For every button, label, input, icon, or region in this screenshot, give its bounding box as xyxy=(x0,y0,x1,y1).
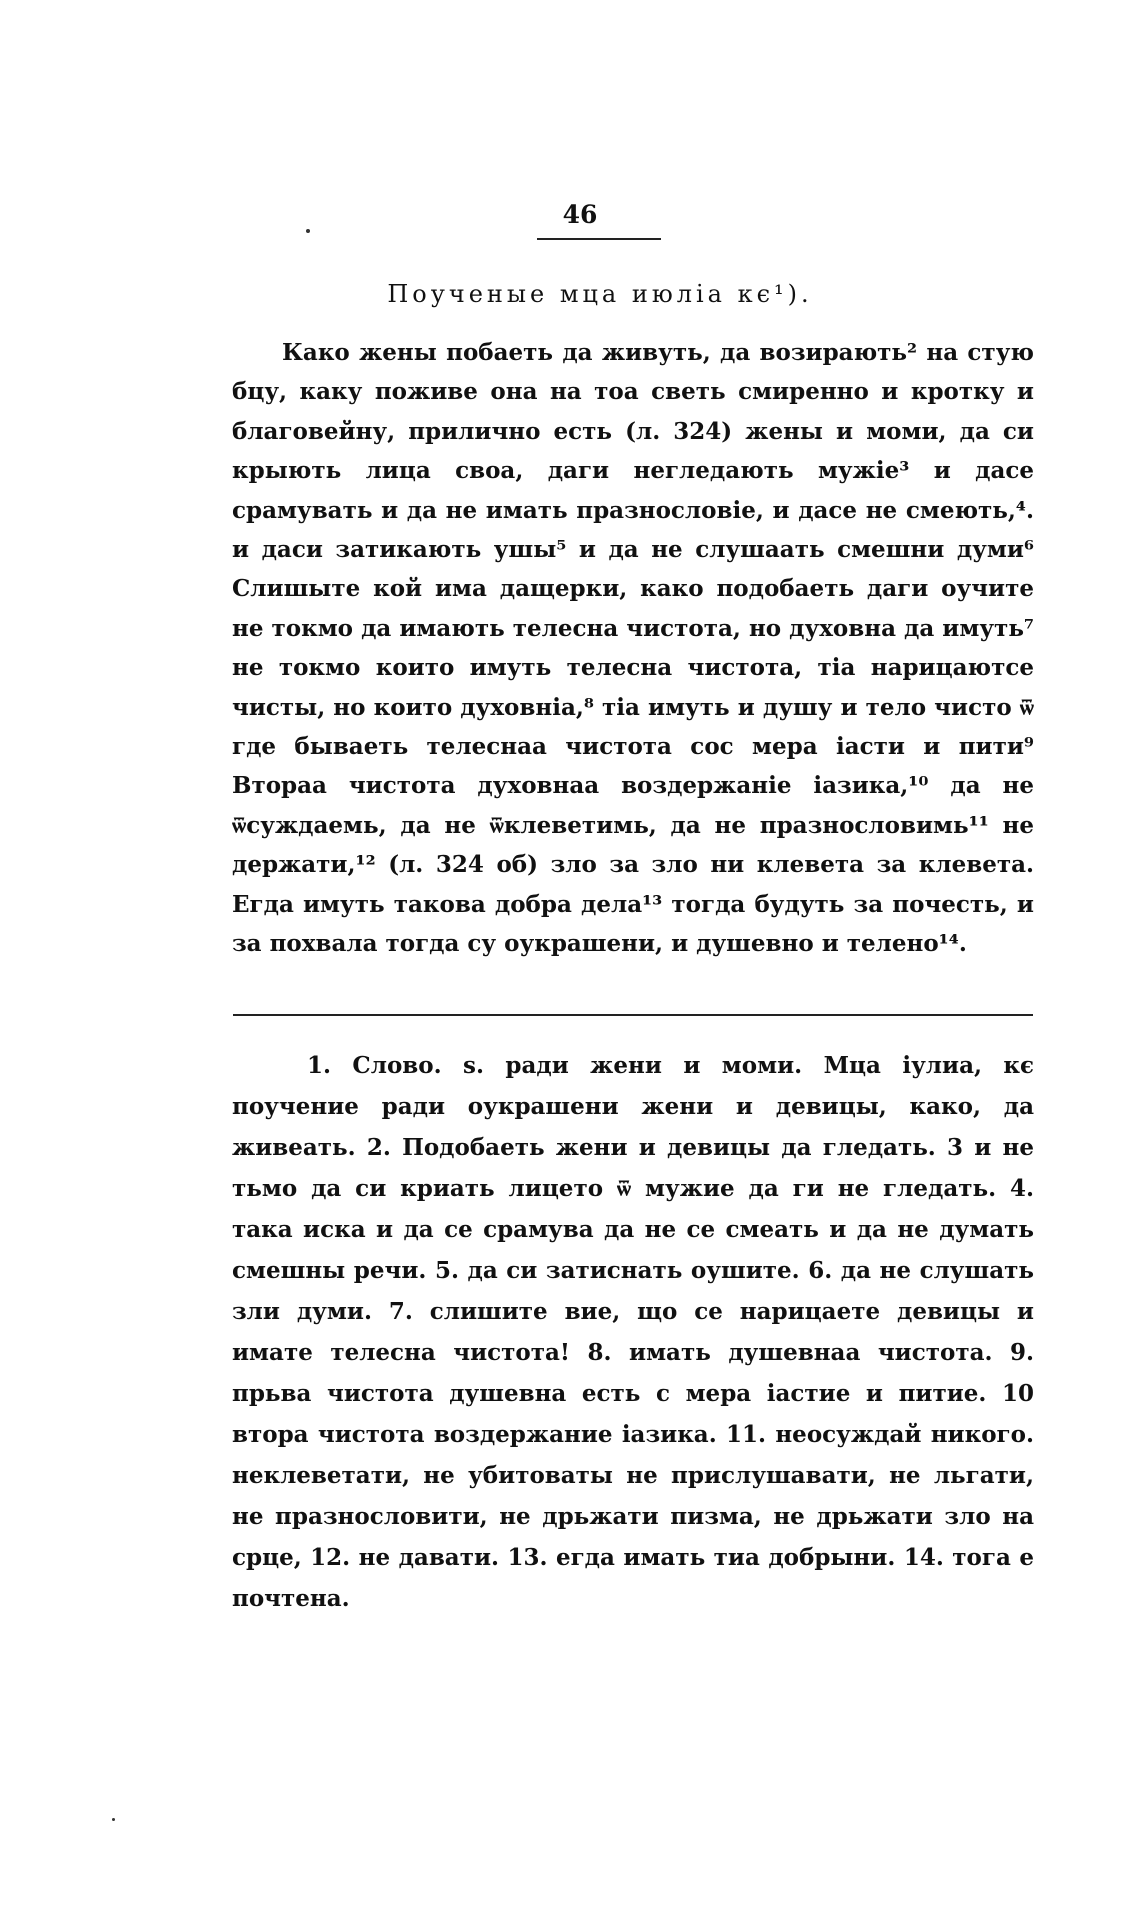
speck-mark xyxy=(306,229,310,233)
footnote-separator xyxy=(233,1014,1033,1016)
footnotes: 1. Слово. ѕ. ради жени и моми. Мца іулиа, кє поучение ради оукрашени жени и девицы, како, да живеать. 2. Подобаеть жени и девицы да гледать. 3 и не тьмо да си криать лицето ѿ мужие да ги не гледать. 4. така иска и да се срамува да не се смеать и да не думать смешны речи. 5. да си затиснать оушите. 6. да не слушать зли думи. 7. слишите вие, що се нарицаете девицы и имате телесна чистота! 8. имать душевнаа чистота. 9. прьва чистота душевна есть с мера іастие и питие. 10 втора чистота воздержание іазика. 11. неосуждай никого. неклеветати, не убитоваты не прислушавати, не льгати, не празнословити, не дрьжати пизма, не дрьжати зло на срце, 12. не давати. 13. егда имать тиа добрыни. 14. тога е почтена. xyxy=(232,1052,1034,1612)
page-number: 46 xyxy=(562,200,598,229)
page-number-rule xyxy=(537,238,661,240)
main-text: Како жены побаеть да живуть, да возирають² на стую бцу, каку поживе она на тоа светь смиренно и кротку и благовейну, прилично есть (л. 324) жены и моми, да си крыють лица своа, даги негледають мужіе³ и дасе срамувать и да не имать празнословіе, и дасе не смеють,⁴. и даси затикають ушы⁵ и да не слушаать смешни думи⁶ Слишыте кой има дащерки, како подобаеть даги оучите не токмо да имають телесна чистота, но духовна да имуть⁷ не токмо които имуть телесна чистота, тіа нарицаютсе чисты, но които духовніа,⁸ тіа имуть и душу и тело чисто ѿ где бываеть телеснаа чистота сос мера іасти и пити⁹ Втораа чистота духовнаа воздержаніе іазика,¹⁰ да не ѿсуждаемь, да не ѿклеветимь, да не празнословимь¹¹ не держати,¹² (л. 324 об) зло за зло ни клевета за клевета. Егда имуть такова добра дела¹³ тогда будуть за почесть, и за похвала тогда су оукрашени, и душевно и телено¹⁴. xyxy=(232,339,1034,958)
speck-mark xyxy=(112,1818,115,1821)
section-heading: Поученые мца июліа кє¹). xyxy=(387,280,813,308)
